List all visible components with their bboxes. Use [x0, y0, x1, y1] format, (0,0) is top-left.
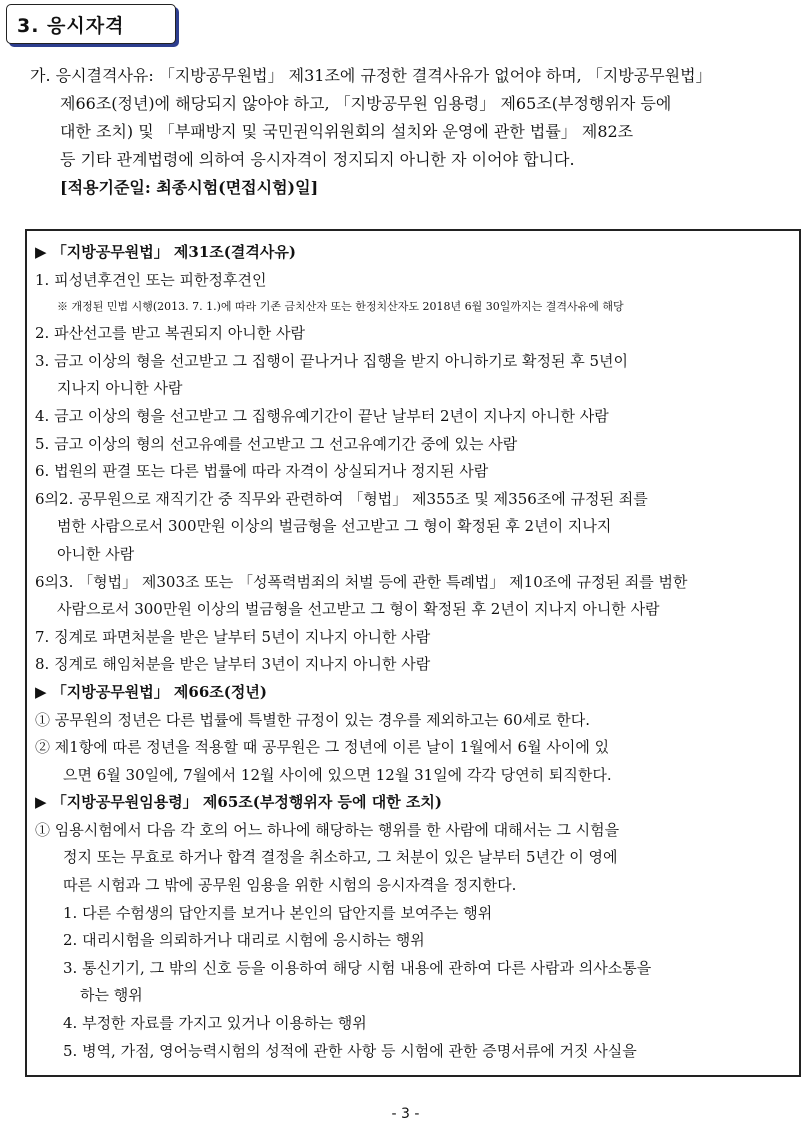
sub-item: 3. 통신기기, 그 밖의 신호 등을 이용하여 해당 시험 내용에 관하여 다른 사람과 의사소통을 [63, 958, 652, 977]
list-item: 7. 징계로 파면처분을 받은 날부터 5년이 지나지 아니한 사람 [35, 627, 431, 646]
heading-article-31: ▶ 「지방공무원법」 제31조(결격사유) [35, 243, 296, 261]
list-item-continued: 으면 6월 30일에, 7월에서 12월 사이에 있으면 12월 31일에 각각 당연히 퇴직한다. [63, 765, 612, 784]
list-item: 1. 피성년후견인 또는 피한정후견인 [35, 270, 267, 289]
list-item: ② 제1항에 따른 정년을 적용할 때 공무원은 그 정년에 이른 날이 1월에서 6월 사이에 있 [35, 738, 610, 757]
list-item-continued: 사람으로서 300만원 이상의 벌금형을 선고받고 그 형이 확정된 후 2년이 지나지 아니한 사람 [57, 600, 660, 619]
intro-line: 가. 응시결격사유: 「지방공무원법」 제31조에 규정한 결격사유가 없어야 하며, 「지방공무원법」 [30, 66, 712, 85]
list-item: 6. 법원의 판결 또는 다른 법률에 따라 자격이 상실되거나 정지된 사람 [35, 462, 489, 481]
list-item: 2. 파산선고를 받고 복권되지 아니한 사람 [35, 324, 305, 343]
criteria-date: [적용기준일: 최종시험(면접시험)일] [60, 178, 319, 197]
list-item: 8. 징계로 해임처분을 받은 날부터 3년이 지나지 아니한 사람 [35, 655, 431, 674]
page-number: - 3 - [391, 1106, 420, 1122]
note: ※ 개정된 민법 시행(2013. 7. 1.)에 따라 기존 금치산자 또는 한정치산자도 2018년 6월 30일까지는 결격사유에 해당 [57, 300, 624, 314]
list-item: 4. 금고 이상의 형을 선고받고 그 집행유예기간이 끝난 날부터 2년이 지나지 아니한 사람 [35, 406, 609, 425]
list-item-continued: 정지 또는 무효로 하거나 합격 결정을 취소하고, 그 처분이 있은 날부터 5년간 이 영에 [63, 848, 618, 867]
list-item: ① 공무원의 정년은 다른 법률에 특별한 규정이 있는 경우를 제외하고는 60세로 한다. [35, 710, 590, 729]
list-item: 5. 금고 이상의 형의 선고유예를 선고받고 그 선고유예기간 중에 있는 사람 [35, 434, 518, 453]
list-item: 3. 금고 이상의 형을 선고받고 그 집행이 끝나거나 집행을 받지 아니하기로 확정된 후 5년이 [35, 351, 628, 370]
heading-article-65: ▶ 「지방공무원임용령」 제65조(부정행위자 등에 대한 조치) [35, 793, 443, 812]
sub-item-continued: 하는 행위 [80, 986, 143, 1005]
list-item: 6의2. 공무원으로 재직기간 중 직무와 관련하여 「형법」 제355조 및 제356조에 규정된 죄를 [35, 489, 648, 508]
sub-item: 1. 다른 수험생의 답안지를 보거나 본인의 답안지를 보여주는 행위 [63, 903, 493, 922]
legal-provisions-box [25, 229, 801, 1077]
list-item: 6의3. 「형법」 제303조 또는 「성폭력범죄의 처벌 등에 관한 특례법」 제10조에 규정된 죄를 범한 [35, 572, 688, 591]
heading-article-66: ▶ 「지방공무원법」 제66조(정년) [35, 682, 267, 701]
sub-item: 5. 병역, 가점, 영어능력시험의 성적에 관한 사항 등 시험에 관한 증명서류에 거짓 사실을 [63, 1041, 637, 1060]
list-item-continued: 범한 사람으로서 300만원 이상의 벌금형을 선고받고 그 형이 확정된 후 2년이 지나지 [57, 517, 612, 536]
list-item: ① 임용시험에서 다음 각 호의 어느 하나에 해당하는 행위를 한 사람에 대해서는 그 시험을 [35, 820, 620, 839]
intro-paragraph [30, 62, 790, 202]
intro-line: 대한 조치) 및 「부패방지 및 국민권익위원회의 설치와 운영에 관한 법률」 제82조 [60, 122, 634, 141]
list-item-continued: 지나지 아니한 사람 [57, 379, 183, 398]
intro-line: 등 기타 관계법령에 의하여 응시자격이 정지되지 아니한 자 이어야 합니다. [60, 150, 575, 169]
section-title: 3. 응시자격 [6, 4, 176, 44]
intro-line: 제66조(정년)에 해당되지 않아야 하고, 「지방공무원 임용령」 제65조(부정행위자 등에 [60, 94, 672, 113]
sub-item: 4. 부정한 자료를 가지고 있거나 이용하는 행위 [63, 1014, 367, 1033]
list-item-continued: 따른 시험과 그 밖에 공무원 임용을 위한 시험의 응시자격을 정지한다. [63, 876, 517, 895]
list-item-continued: 아니한 사람 [57, 544, 135, 563]
sub-item: 2. 대리시험을 의뢰하거나 대리로 시험에 응시하는 행위 [63, 931, 425, 950]
